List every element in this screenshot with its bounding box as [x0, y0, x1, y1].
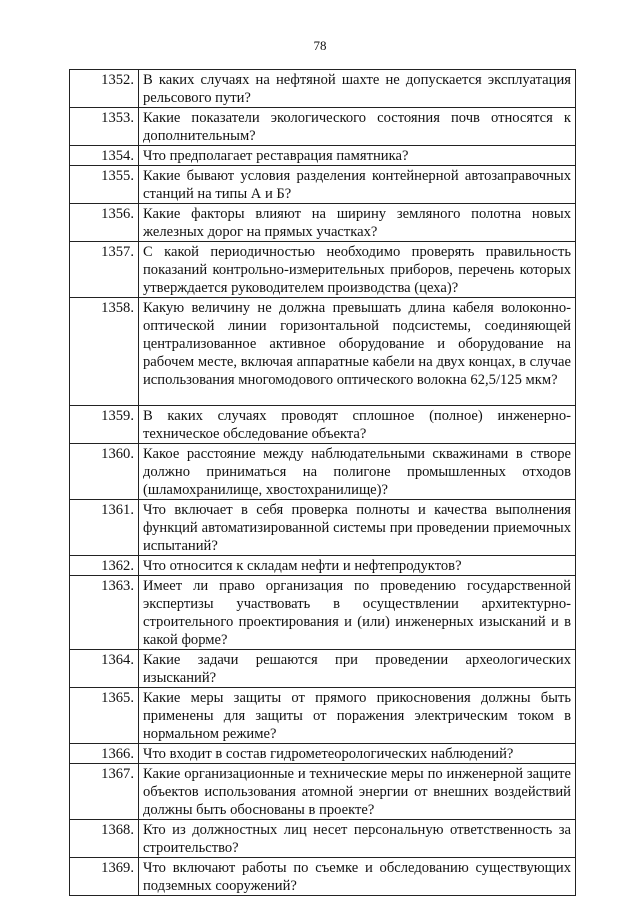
question-text: Имеет ли право организация по проведению государственной экспертизы участвовать в осуществлении архитектурно-строительного проектирования и (или) инженерных изысканий и в какой форме? — [139, 576, 576, 650]
question-text: Что входит в состав гидрометеорологических наблюдений? — [139, 744, 576, 764]
question-text: Что предполагает реставрация памятника? — [139, 146, 576, 166]
question-text: Что относится к складам нефти и нефтепродуктов? — [139, 556, 576, 576]
table-row — [70, 70, 576, 108]
question-text: Что включают работы по съемке и обследованию существующих подземных сооружений? — [139, 858, 576, 896]
question-number: 1361. — [70, 500, 139, 556]
question-text: Какую величину не должна превышать длина кабеля волоконно-оптической линии горизонтальной подсистемы, соединяющей централизованное активное оборудование и оборудование на рабочем месте, включая аппаратные кабели на двух концах, в случае использования многомодового оптического волокна 62,5/125 мкм? — [139, 298, 576, 406]
question-text: В каких случаях на нефтяной шахте не допускается эксплуатация рельсового пути? — [139, 70, 576, 108]
table-row — [70, 556, 576, 576]
question-number: 1355. — [70, 166, 139, 204]
question-text: Какие бывают условия разделения контейнерной автозаправочных станций на типы А и Б? — [139, 166, 576, 204]
question-text: С какой периодичностью необходимо проверять правильность показаний контрольно-измерительных приборов, перечень которых утверждается руководителем производства (цеха)? — [139, 242, 576, 298]
table-row — [70, 406, 576, 444]
table-row — [70, 764, 576, 820]
question-number: 1365. — [70, 688, 139, 744]
question-number: 1367. — [70, 764, 139, 820]
table-row — [70, 650, 576, 688]
question-number: 1354. — [70, 146, 139, 166]
question-number: 1352. — [70, 70, 139, 108]
table-row — [70, 688, 576, 744]
question-text: Какое расстояние между наблюдательными скважинами в створе должно приниматься на полигоне промышленных отходов (шламохранилище, хвостохранилище)? — [139, 444, 576, 500]
question-number: 1357. — [70, 242, 139, 298]
table-row — [70, 108, 576, 146]
questions-table — [69, 69, 576, 896]
table-row — [70, 444, 576, 500]
question-number: 1353. — [70, 108, 139, 146]
page-number: 78 — [313, 38, 327, 53]
question-text: Кто из должностных лиц несет персональную ответственность за строительство? — [139, 820, 576, 858]
question-number: 1368. — [70, 820, 139, 858]
question-text: Какие показатели экологического состояния почв относятся к дополнительным? — [139, 108, 576, 146]
question-number: 1362. — [70, 556, 139, 576]
question-text: Какие организационные и технические меры по инженерной защите объектов использования атомной энергии от внешних воздействий должны быть обоснованы в проекте? — [139, 764, 576, 820]
question-text: Какие задачи решаются при проведении археологических изысканий? — [139, 650, 576, 688]
question-number: 1358. — [70, 298, 139, 406]
question-text: Какие меры защиты от прямого прикосновения должны быть применены для защиты от поражения электрическим током в нормальном режиме? — [139, 688, 576, 744]
question-number: 1369. — [70, 858, 139, 896]
question-number: 1366. — [70, 744, 139, 764]
question-number: 1363. — [70, 576, 139, 650]
table-row — [70, 744, 576, 764]
question-text: Какие факторы влияют на ширину земляного полотна новых железных дорог на прямых участках? — [139, 204, 576, 242]
table-row — [70, 166, 576, 204]
table-row — [70, 820, 576, 858]
question-number: 1359. — [70, 406, 139, 444]
question-text: В каких случаях проводят сплошное (полное) инженерно-техническое обследование объекта? — [139, 406, 576, 444]
table-row — [70, 298, 576, 406]
question-number: 1356. — [70, 204, 139, 242]
table-row — [70, 204, 576, 242]
question-number: 1364. — [70, 650, 139, 688]
question-text: Что включает в себя проверка полноты и качества выполнения функций автоматизированной системы при проведении приемочных испытаний? — [139, 500, 576, 556]
table-row — [70, 858, 576, 896]
table-row — [70, 242, 576, 298]
table-row — [70, 500, 576, 556]
table-row — [70, 146, 576, 166]
table-row — [70, 576, 576, 650]
question-number: 1360. — [70, 444, 139, 500]
